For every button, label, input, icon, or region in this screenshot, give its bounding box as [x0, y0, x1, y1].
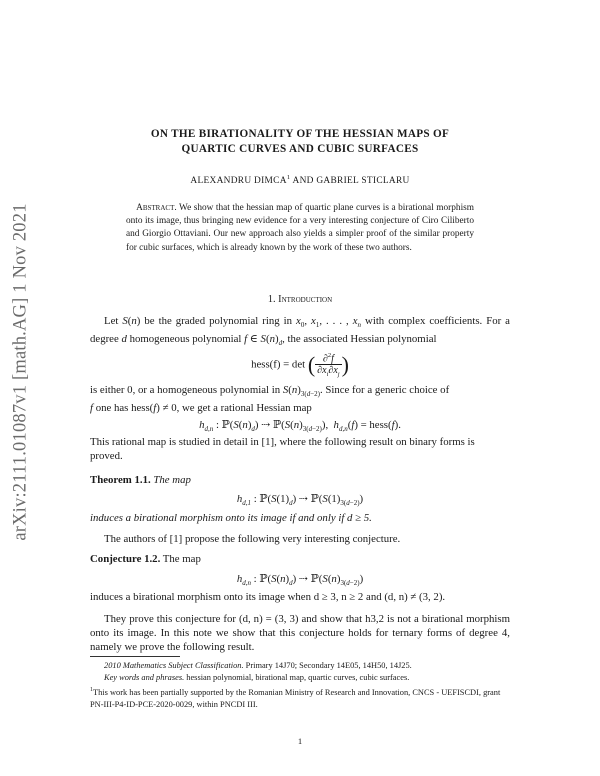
- footnote-rule: [90, 656, 180, 657]
- abstract-label: Abstract.: [136, 203, 177, 213]
- footnote-support: $^1$This work has been partially supported by the Romanian Ministry of Research and Innovation, CNCS - UEFISCDI, grant PN-III-P4-ID-PCE-2020-0029, within PNCDI III.: [90, 687, 501, 710]
- paragraph-binary-forms: This rational map is studied in detail in [1], where the following result on binary forms is proved.: [90, 436, 475, 462]
- footnote-msc: 2010 Mathematics Subject Classification. Primary 14J70; Secondary 14E05, 14H50, 14J25.: [104, 661, 412, 670]
- author-footnote-mark: 1: [286, 174, 291, 181]
- paragraph-hessian-degree: is either 0, or a homogeneous polynomial in $S(n)_{3(d-2)}$. Since for a generic choice of f one has hess(f) ≠ 0, we get a rational Hessian map: [90, 384, 450, 415]
- page-number: 1: [297, 736, 303, 746]
- paper-title: [90, 127, 510, 157]
- footnote-keywords: Key words and phrases. hessian polynomial, birational map, quartic curves, cubic surfaces.: [104, 673, 410, 683]
- title-line-1: ON THE BIRATIONALITY OF THE HESSIAN MAPS OF: [150, 128, 450, 140]
- conjecture-lead: The map: [162, 553, 201, 565]
- authors-line: [90, 174, 510, 186]
- theorem-conclusion: induces a birational morphism onto its image if and only if d ≥ 5.: [90, 512, 372, 524]
- abstract: [126, 202, 474, 255]
- equation-conjecture-map: $h_{d,n}$ : $ℙ(S(n)_d)$ ⇢ $ℙ(S(n)_{3(d-2)})$: [236, 573, 364, 588]
- conjecture-conclusion: induces a birational morphism onto its image when d ≥ 3, n ≥ 2 and (d, n) ≠ (3, 2).: [90, 591, 446, 603]
- conjecture-1-2-statement: [90, 552, 510, 566]
- abstract-text: We show that the hessian map of quartic plane curves is a birational morphism onto its image, thus bringing new evidence for a very interesting conjecture of Ciro Ciliberto and Giorgio Ottaviani. Our new approach also yields a simpler proof of the similar property for cubic surfaces, which is already known by the work of these two authors.: [126, 203, 475, 253]
- author-dimca: ALEXANDRU DIMCA: [190, 176, 287, 187]
- title-line-2: QUARTIC CURVES AND CUBIC SURFACES: [181, 143, 419, 155]
- theorem-lead: The map: [153, 474, 191, 486]
- theorem-label: Theorem 1.1.: [90, 474, 151, 486]
- theorem-1-1-statement: [90, 473, 510, 487]
- conjecture-label: Conjecture 1.2.: [90, 553, 161, 565]
- author-sticlaru: AND GABRIEL STICLARU: [290, 176, 410, 187]
- paragraph-main-result-intro: They prove this conjecture for (d, n) = (3, 3) and show that h3,2 is not a birational morphism onto its image. In this note we show that this conjecture holds for ternary forms of degree 4, namely we prove the following result.: [90, 613, 510, 653]
- paragraph-intro: Let S(n) be the graded polynomial ring in $x_0$, $x_1$, . . . , $x_n$ with complex coefficients. For a degree d homogeneous polynomial f ∈ $S(n)_d$, the associated Hessian polynomial: [90, 315, 510, 348]
- arxiv-identifier-text: arXiv:2111.01087v1 [math.AG] 1 Nov 2021: [10, 203, 31, 541]
- equation-hessian-determinant: hess(f) = det ( $\frac{\partial^2f}{\partial x_i\partial x_j}$ ): [251, 352, 349, 379]
- section-title: Introduction: [278, 294, 333, 305]
- section-number: 1.: [267, 294, 276, 305]
- equation-theorem-map: $h_{d,1}$ : $ℙ(S(1)_d)$ ⇢ $ℙ(S(1)_{3(d-2)})$: [236, 493, 364, 508]
- paragraph-conjecture-intro: The authors of [1] propose the following very interesting conjecture.: [104, 533, 401, 545]
- arxiv-identifier-stamp: [6, 172, 36, 572]
- equation-hessian-map: $h_{d,n}$ : $ℙ(S(n)_d)$ ⇢ $ℙ(S(n)_{3(d-2)})$, $h_{d,n}(f)$ = hess(f).: [199, 419, 401, 434]
- hess-det-label: hess(f) = det: [251, 358, 306, 371]
- section-heading-introduction: [90, 294, 510, 305]
- footnotes: [90, 660, 510, 712]
